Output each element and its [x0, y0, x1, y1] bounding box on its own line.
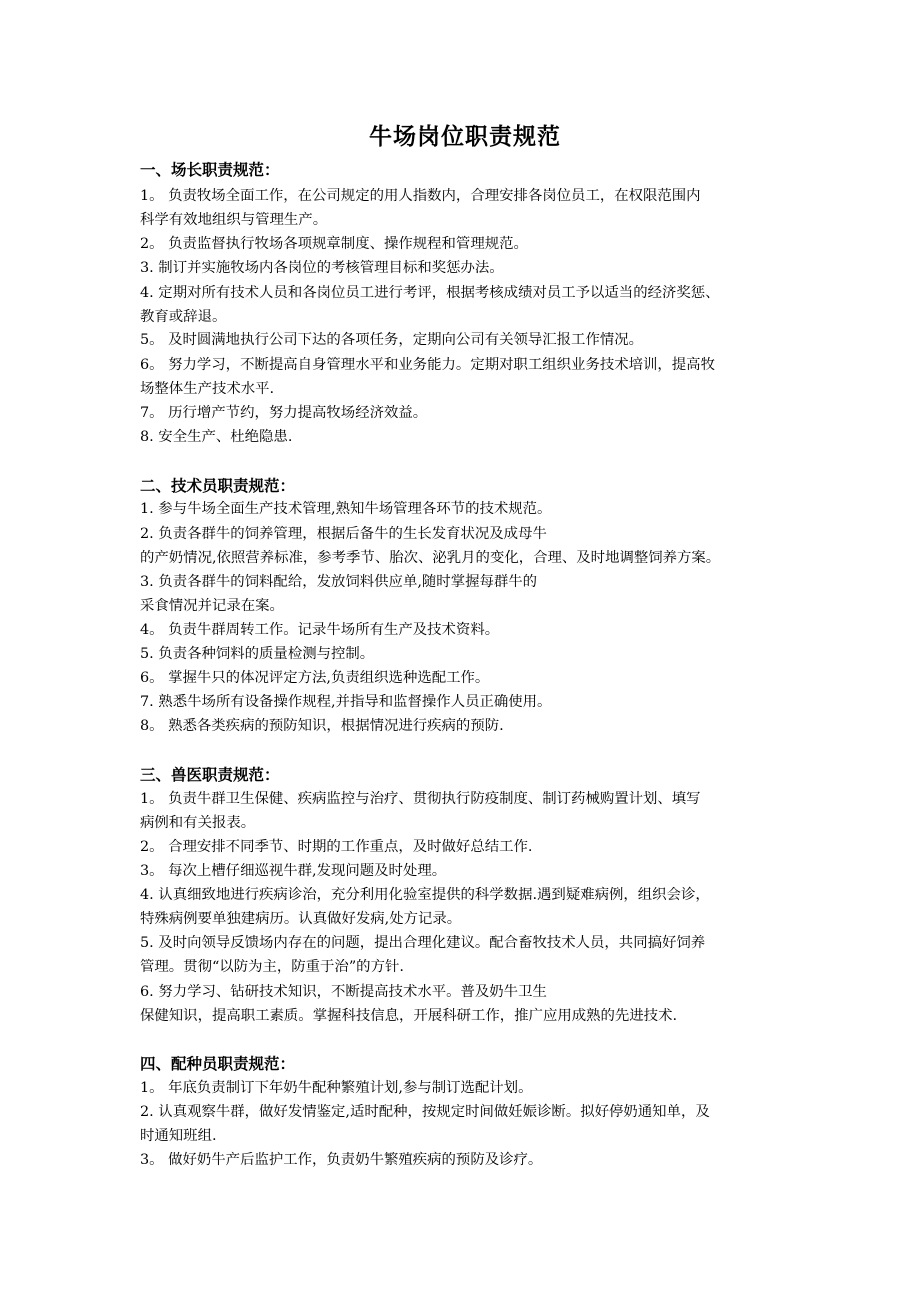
- paragraph-line: 1。 负责牛群卫生保健、疾病监控与治疗、贯彻执行防疫制度、制订药械购置计划、填写: [140, 791, 701, 807]
- paragraph-line: 7。 历行增产节约，努力提高牧场经济效益。: [140, 405, 428, 421]
- paragraph-line: 5. 及时向领导反馈场内存在的问题，提出合理化建议。配合畜牧技术人员，共同搞好饲养: [140, 935, 706, 951]
- paragraph-line: 采食情况并记录在案。: [140, 598, 284, 614]
- paragraph-line: 7. 熟悉牛场所有设备操作规程,并指导和监督操作人员正确使用。: [140, 694, 552, 710]
- paragraph-line: 2。 负责监督执行牧场各项规章制度、操作规程和管理规范。: [140, 236, 528, 252]
- paragraph-line: 6。 掌握牛只的体况评定方法,负责组织选种选配工作。: [140, 670, 490, 686]
- paragraph-line: 6. 努力学习、钻研技术知识，不断提高技术水平。普及奶牛卫生: [140, 984, 547, 1000]
- paragraph-line: 3. 制订并实施牧场内各岗位的考核管理目标和奖惩办法。: [140, 260, 504, 276]
- paragraph-line: 场整体生产技术水平.: [140, 381, 275, 397]
- paragraph-line: 3。 做好奶牛产后监护工作，负责奶牛繁殖疾病的预防及诊疗。: [140, 1152, 543, 1168]
- paragraph-line: 4. 定期对所有技术人员和各岗位员工进行考评，根据考核成绩对员工予以适当的经济奖惩、: [140, 285, 720, 301]
- page-title: 牛场岗位职责规范: [369, 123, 561, 150]
- paragraph-line: 1。 年底负责制订下年奶牛配种繁殖计划,参与制订选配计划。: [140, 1080, 533, 1096]
- paragraph-line: 时通知班组.: [140, 1128, 217, 1144]
- paragraph-line: 2. 认真观察牛群，做好发情鉴定,适时配种，按规定时间做妊娠诊断。拟好停奶通知单，及: [140, 1104, 710, 1120]
- paragraph-line: 4。 负责牛群周转工作。记录牛场所有生产及技术资料。: [140, 622, 500, 638]
- paragraph-line: 3。 每次上槽仔细巡视牛群,发现问题及时处理。: [140, 863, 447, 879]
- paragraph-line: 5. 负责各种饲料的质量检测与控制。: [140, 646, 375, 662]
- paragraph-line: 8. 安全生产、杜绝隐患.: [140, 429, 293, 445]
- paragraph-line: 5。 及时圆满地执行公司下达的各项任务，定期向公司有关领导汇报工作情况。: [140, 332, 644, 348]
- section-heading: 三、兽医职责规范：: [140, 765, 280, 784]
- paragraph-line: 科学有效地组织与管理生产。: [140, 212, 328, 228]
- paragraph-line: 教育或辞退。: [140, 309, 227, 325]
- paragraph-line: 3. 负责各群牛的饲料配给，发放饲料供应单,随时掌握每群牛的: [140, 574, 538, 590]
- paragraph-line: 4. 认真细致地进行疾病诊治，充分利用化验室提供的科学数据.遇到疑难病例，组织会诊，: [140, 887, 710, 903]
- paragraph-line: 1. 参与牛场全面生产技术管理,熟知牛场管理各环节的技术规范。: [140, 501, 552, 517]
- paragraph-line: 保健知识，提高职工素质。掌握科技信息，开展科研工作，推广应用成熟的先进技术.: [140, 1008, 678, 1024]
- paragraph-line: 病例和有关报表。: [140, 815, 256, 831]
- paragraph-line: 1。 负责牧场全面工作，在公司规定的用人指数内，合理安排各岗位员工，在权限范围内: [140, 188, 701, 204]
- paragraph-line: 管理。贯彻“以防为主，防重于治”的方针.: [140, 959, 404, 975]
- section-heading: 一、场长职责规范：: [140, 160, 280, 179]
- paragraph-line: 2. 负责各群牛的饲养管理，根据后备牛的生长发育状况及成母牛: [140, 526, 547, 542]
- paragraph-line: 6。 努力学习，不断提高自身管理水平和业务能力。定期对职工组织业务技术培训，提高牧: [140, 357, 715, 373]
- paragraph-line: 的产奶情况,依照营养标准，参考季节、胎次、泌乳月的变化，合理、及时地调整饲养方案。: [140, 550, 721, 566]
- paragraph-line: 特殊病例要单独建病历。认真做好发病,处方记录。: [140, 911, 462, 927]
- section-heading: 四、配种员职责规范：: [140, 1054, 296, 1073]
- section-heading: 二、技术员职责规范：: [140, 476, 296, 495]
- paragraph-line: 8。 熟悉各类疾病的预防知识，根据情况进行疾病的预防.: [140, 718, 504, 734]
- paragraph-line: 2。 合理安排不同季节、时期的工作重点，及时做好总结工作.: [140, 839, 533, 855]
